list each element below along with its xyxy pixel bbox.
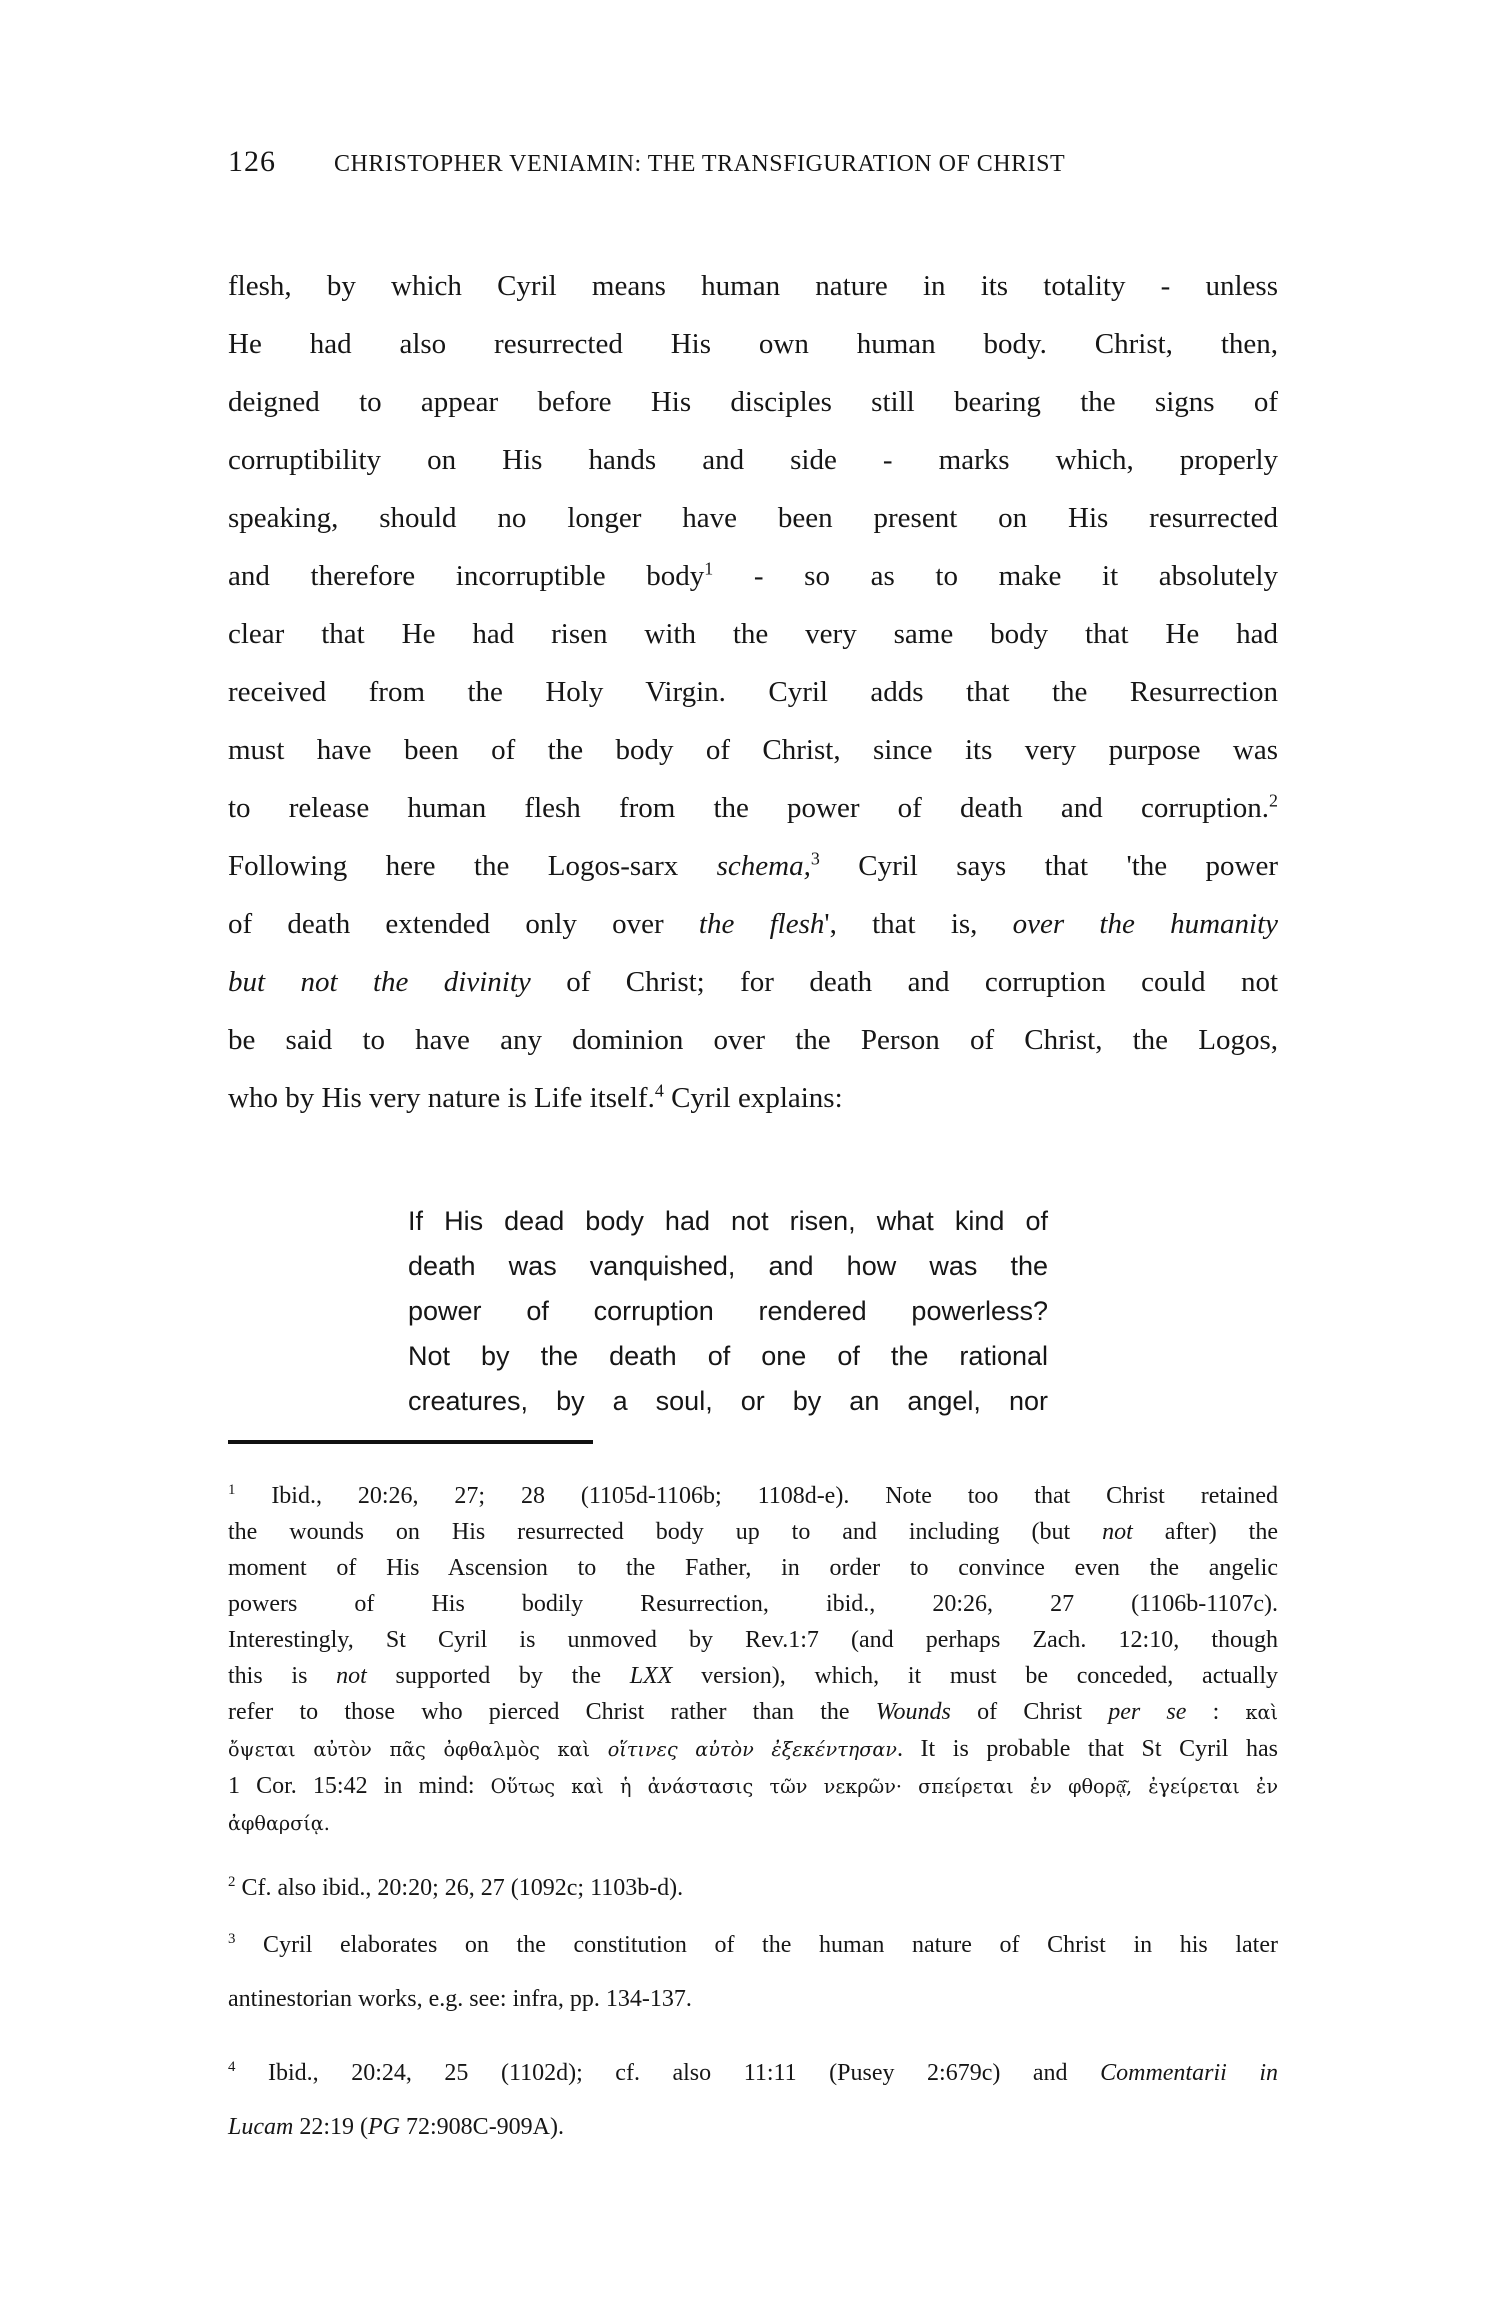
text-line: who by His very nature is Life itself.$^4$ Cyril explains:	[228, 1080, 843, 1114]
text-line: of death extended only over the flesh', that is, over the humanity	[228, 908, 1279, 940]
text-line: Lucam 22:19 (PG 72:908C-909A).	[228, 2114, 565, 2140]
footnote	[228, 1868, 1278, 1908]
running-title: CHRISTOPHER VENIAMIN: THE TRANSFIGURATION OF CHRIST	[334, 151, 1066, 177]
text-line: Following here the Logos-sarx schema,$^3$ Cyril says that 'the power	[228, 848, 1279, 882]
text-line: clear that He had risen with the very same body that He had	[228, 618, 1278, 650]
text-line: $^2$ Cf. also ibid., 20:20; 26, 27 (1092c; 1103b-d).	[228, 1874, 684, 1901]
text-line: deigned to appear before His disciples still bearing the signs of	[228, 386, 1278, 418]
text-line: be said to have any dominion over the Person of Christ, the Logos,	[228, 1024, 1278, 1056]
footnote-separator	[228, 1440, 593, 1444]
text-line: antinestorian works, e.g. see: infra, pp. 134-137.	[228, 1986, 692, 2012]
text-line: but not the divinity of Christ; for death and corruption could not	[228, 966, 1279, 998]
text-line: $^3$ Cyril elaborates on the constitution of the human nature of Christ in his later	[228, 1931, 1278, 1958]
text-line: If His dead body had not risen, what kind of	[408, 1206, 1048, 1236]
footnote	[228, 1478, 1278, 1842]
text-line: death was vanquished, and how was the	[408, 1251, 1048, 1281]
text-line: must have been of the body of Christ, since its very purpose was	[228, 734, 1278, 766]
text-line: creatures, by a soul, or by an angel, nor	[408, 1386, 1048, 1416]
footnote	[228, 1918, 1278, 2026]
text-line: and therefore incorruptible body$^1$ - so as to make it absolutely	[228, 558, 1278, 592]
text-line: ὄψεται αὐτὸν πᾶς ὀφθαλμὸς καὶ οἵτινες αὐτὸν ἐξεκέντησαν. It is probable that St Cyril has	[228, 1736, 1278, 1762]
text-line: flesh, by which Cyril means human nature in its totality - unless	[228, 270, 1278, 302]
text-line: $^1$ Ibid., 20:26, 27; 28 (1105d-1106b; 1108d-e). Note too that Christ retained	[228, 1482, 1278, 1509]
body-paragraph	[228, 257, 1278, 1127]
page-number: 126	[228, 145, 276, 178]
footnotes-section	[228, 1478, 1278, 2154]
text-line: 1 Cor. 15:42 in mind: Οὕτως καὶ ἡ ἀνάστασις τῶν νεκρῶν· σπείρεται ἐν φθορᾷ͂, ἐγείρεται ἐν	[228, 1773, 1278, 1799]
text-line: $^4$ Ibid., 20:24, 25 (1102d); cf. also 11:11 (Pusey 2:679c) and Commentarii in	[228, 2059, 1278, 2086]
text-line: He had also resurrected His own human body. Christ, then,	[228, 328, 1278, 360]
text-line: Not by the death of one of the rational	[408, 1341, 1048, 1371]
text-line: corruptibility on His hands and side - marks which, properly	[228, 444, 1278, 476]
text-line: moment of His Ascension to the Father, in order to convince even the angelic	[228, 1555, 1278, 1581]
text-line: this is not supported by the LXX version), which, it must be conceded, actually	[228, 1663, 1278, 1689]
page-header	[228, 145, 1280, 179]
text-line: the wounds on His resurrected body up to and including (but not after) the	[228, 1519, 1279, 1545]
text-line: speaking, should no longer have been present on His resurrected	[228, 502, 1278, 534]
text-line: refer to those who pierced Christ rather than the Wounds of Christ per se : καὶ	[228, 1699, 1279, 1725]
text-line: power of corruption rendered powerless?	[408, 1296, 1048, 1326]
text-line: ἀφθαρσίᾳ.	[228, 1812, 330, 1835]
block-quote	[408, 1199, 1048, 1424]
text-line: to release human flesh from the power of death and corruption.$^2$	[228, 790, 1278, 824]
text-line: powers of His bodily Resurrection, ibid., 20:26, 27 (1106b-1107c).	[228, 1591, 1278, 1617]
footnote	[228, 2046, 1278, 2154]
text-line: Interestingly, St Cyril is unmoved by Rev.1:7 (and perhaps Zach. 12:10, though	[228, 1627, 1278, 1653]
text-line: received from the Holy Virgin. Cyril adds that the Resurrection	[228, 676, 1278, 708]
